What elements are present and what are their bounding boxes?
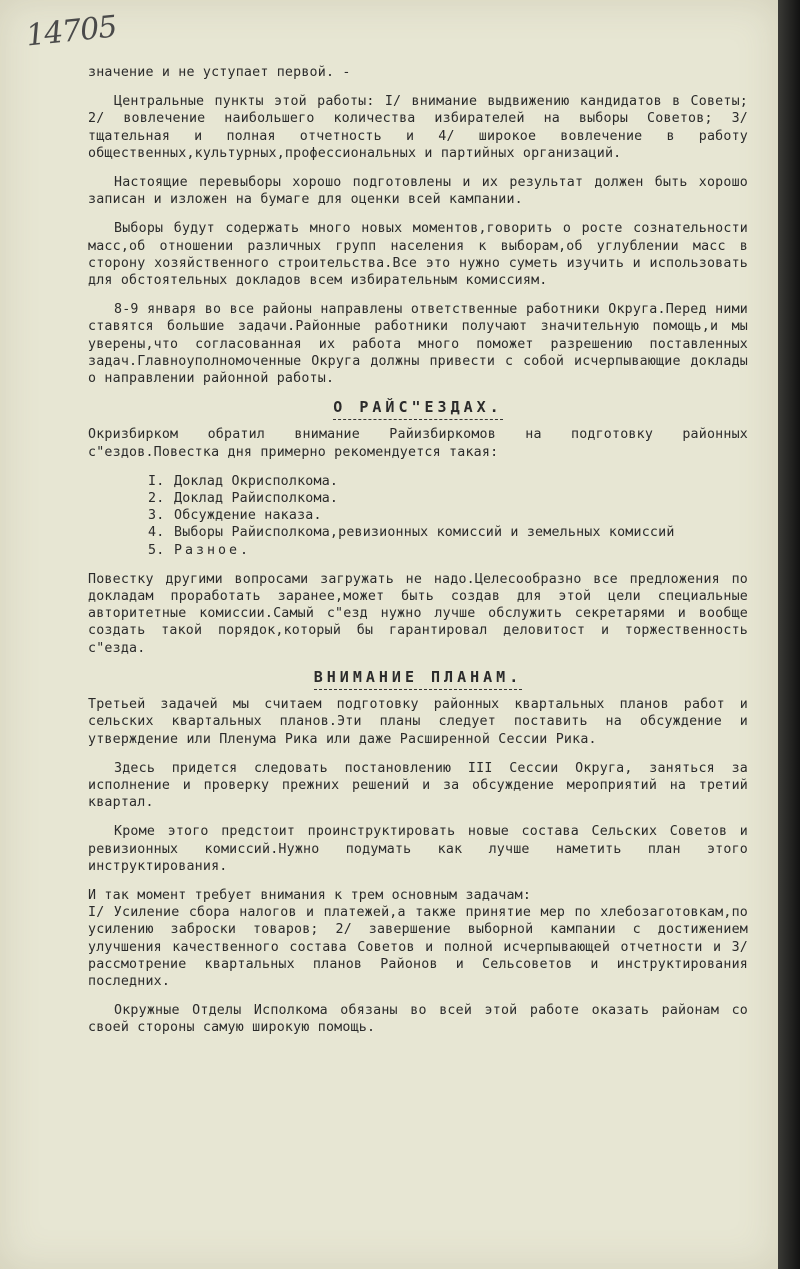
archive-number: 14705 [24,9,119,54]
agenda-item: 3. Обсуждение наказа. [148,508,322,524]
document-body [88,64,748,1049]
agenda-item: 5. Разное. [148,542,252,558]
section-heading-congresses: О РАЙС"ЕЗДАХ. [88,399,748,416]
agenda-item: I. Доклад Окрисполкома. [148,473,339,489]
paragraph: Окружные Отделы Исполкома обязаны во всей этой работе оказать районам со своей стороны самую широкую помощь. [88,1003,748,1036]
paragraph: Центральные пункты этой работы: I/ внимание выдвижению кандидатов в Советы; 2/ вовлечение наибольшего количества избирателей на выборы Советов; 3/ тщательная и полная отчетность и 4/ широкое вовлечение в работу общественных,культурных,профессиональных и партийных организаций. [88,94,748,161]
paragraph: Настоящие перевыборы хорошо подготовлены и их результат должен быть хорошо записан и изложен на бумаге для оценки всей кампании. [88,175,748,208]
paragraph: Повестку другими вопросами загружать не надо.Целесообразно все предложения по докладам проработать заранее,может быть создав для этой цели специальные авторитетные комиссии.Самый с"езд нужно лучше обслужить секретарями и вообще создать такой порядок,который бы гарантировал деловитост и торжественность с"езда. [88,571,748,656]
page-edge [778,0,800,1269]
paragraph: Кроме этого предстоит проинструктировать новые состава Сельских Советов и ревизионных комиссий.Нужно подумать как лучше наметить план этого инструктирования. [88,824,748,874]
paragraph: 8-9 января во все районы направлены ответственные работники Округа.Перед ними ставятся большие задачи.Районные работники получают значительную помощь,и мы уверены,что согласованная их работа много поможет разрешению поставленных задач.Главноуполномоченные Округа должны привести с собой исчерпывающие доклады о направлении районной работы. [88,302,748,387]
paragraph: Окризбирком обратил внимание Райизбиркомов на подготовку районных с"ездов.Повестка дня примерно рекомендуется такая: [88,427,748,460]
agenda-list [148,473,748,559]
agenda-item: 2. Доклад Райисполкома. [148,491,339,507]
paragraph: И так момент требует внимания к трем основным задачам: [88,887,532,903]
paragraph: Третьей задачей мы считаем подготовку районных квартальных планов работ и сельских квартальных планов.Эти планы следует поставить на обсуждение и утверждение или Пленума Рика или даже Расширенной Сессии Рика. [88,697,748,747]
section-heading-plans: ВНИМАНИЕ ПЛАНАМ. [88,669,748,686]
paragraph: значение и не уступает первой. - [88,65,351,80]
paragraph: Выборы будут содержать много новых моментов,говорить о росте сознательности масс,об отношении различных групп населения к выборам,об углублении масс в сторону хозяйственного строительства.Все это нужно суметь изучить и использовать для обстоятельных докладов всем избирательным комиссиям. [88,221,748,289]
paragraph: I/ Усиление сбора налогов и платежей,а также принятие мер по хлебозаготовкам,по усилению заброски товаров; 2/ завершение выборной кампании с достижением улучшения качественного состава Советов и полной исчерпывающей отчетности и 3/ рассмотрение квартальных планов Районов и Сельсоветов и инструктирования последних. [88,905,748,989]
agenda-item: 4. Выборы Райисполкома,ревизионных комиссий и земельных комиссий [148,525,675,541]
paragraph: Здесь придется следовать постановлению III Сессии Округа, заняться за исполнение и проверку прежних решений и за обсуждение мероприятий на третий квартал. [88,760,748,811]
